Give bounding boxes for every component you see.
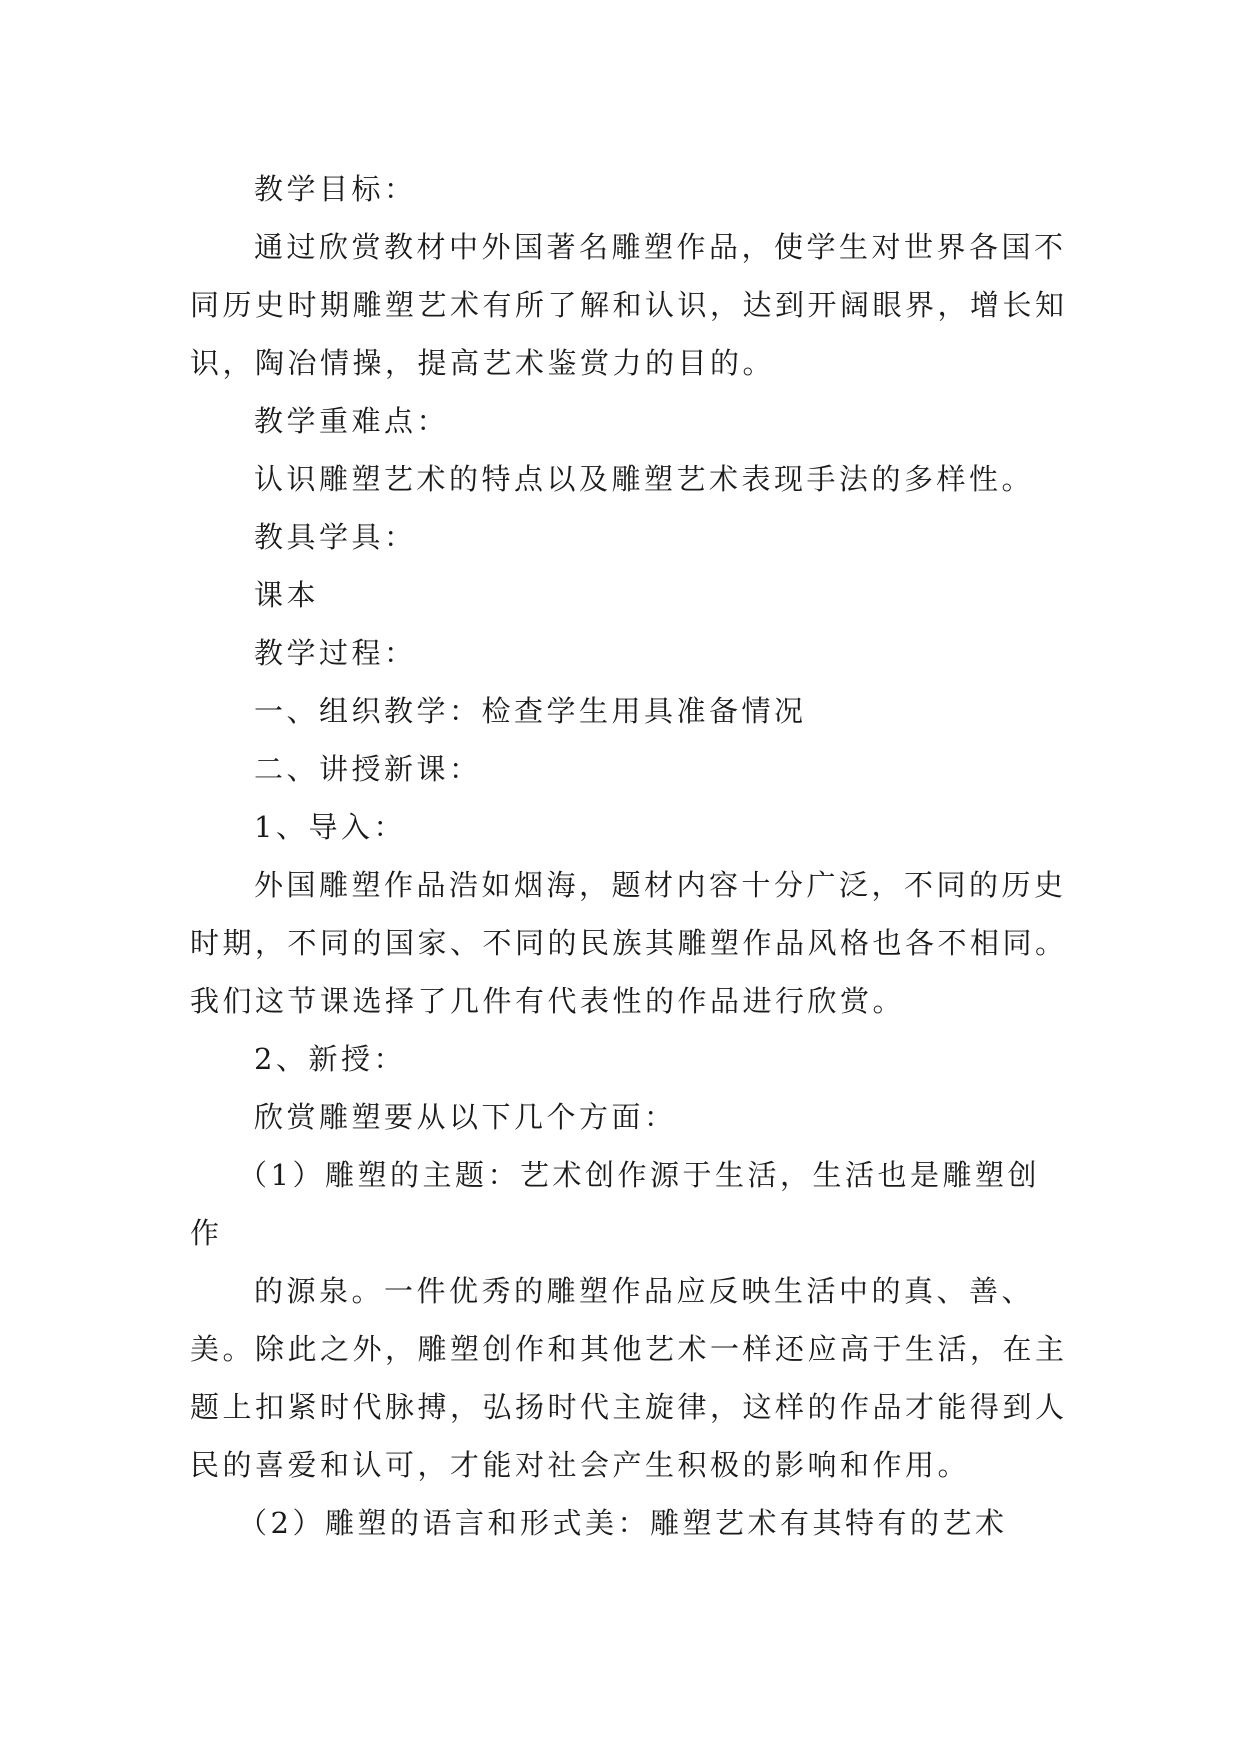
paragraph-appreciation-aspects: 欣赏雕塑要从以下几个方面： [254,1100,677,1134]
paragraph-new-lesson-heading: 2、新授： [254,1042,406,1076]
paragraph-intro-heading: 1、导入： [254,810,406,844]
paragraph-theme-heading: （1）雕塑的主题：艺术创作源于生活，生活也是雕塑创作 [190,1158,1040,1250]
paragraph-language-form: （2）雕塑的语言和形式美：雕塑艺术有其特有的艺术 [238,1506,1008,1540]
heading-teaching-goals: 教学目标： [254,172,417,206]
heading-key-difficulties: 教学重难点： [254,404,450,438]
heading-teaching-aids: 教具学具： [254,520,417,554]
paragraph-key-difficulties: 认识雕塑艺术的特点以及雕塑艺术表现手法的多样性。 [254,462,1035,496]
paragraph-teaching-aids: 课本 [254,578,320,612]
paragraph-intro: 外国雕塑作品浩如烟海，题材内容十分广泛，不同的历史时期，不同的国家、不同的民族其雕塑作品风格也各不相同。我们这节课选择了几件有代表性的作品进行欣赏。 [190,868,1068,1018]
document-body [190,160,1070,1552]
paragraph-step-two: 二、讲授新课： [254,752,482,786]
paragraph-teaching-goals: 通过欣赏教材中外国著名雕塑作品，使学生对世界各国不同历史时期雕塑艺术有所了解和认识，达到开阔眼界，增长知识，陶冶情操，提高艺术鉴赏力的目的。 [190,230,1068,380]
heading-teaching-process: 教学过程： [254,636,417,670]
paragraph-theme-body: 的源泉。一件优秀的雕塑作品应反映生活中的真、善、美。除此之外，雕塑创作和其他艺术一样还应高于生活，在主题上扣紧时代脉搏，弘扬时代主旋律，这样的作品才能得到人民的喜爱和认可，才能对社会产生积极的影响和作用。 [190,1274,1068,1482]
paragraph-step-one: 一、组织教学：检查学生用具准备情况 [254,694,807,728]
